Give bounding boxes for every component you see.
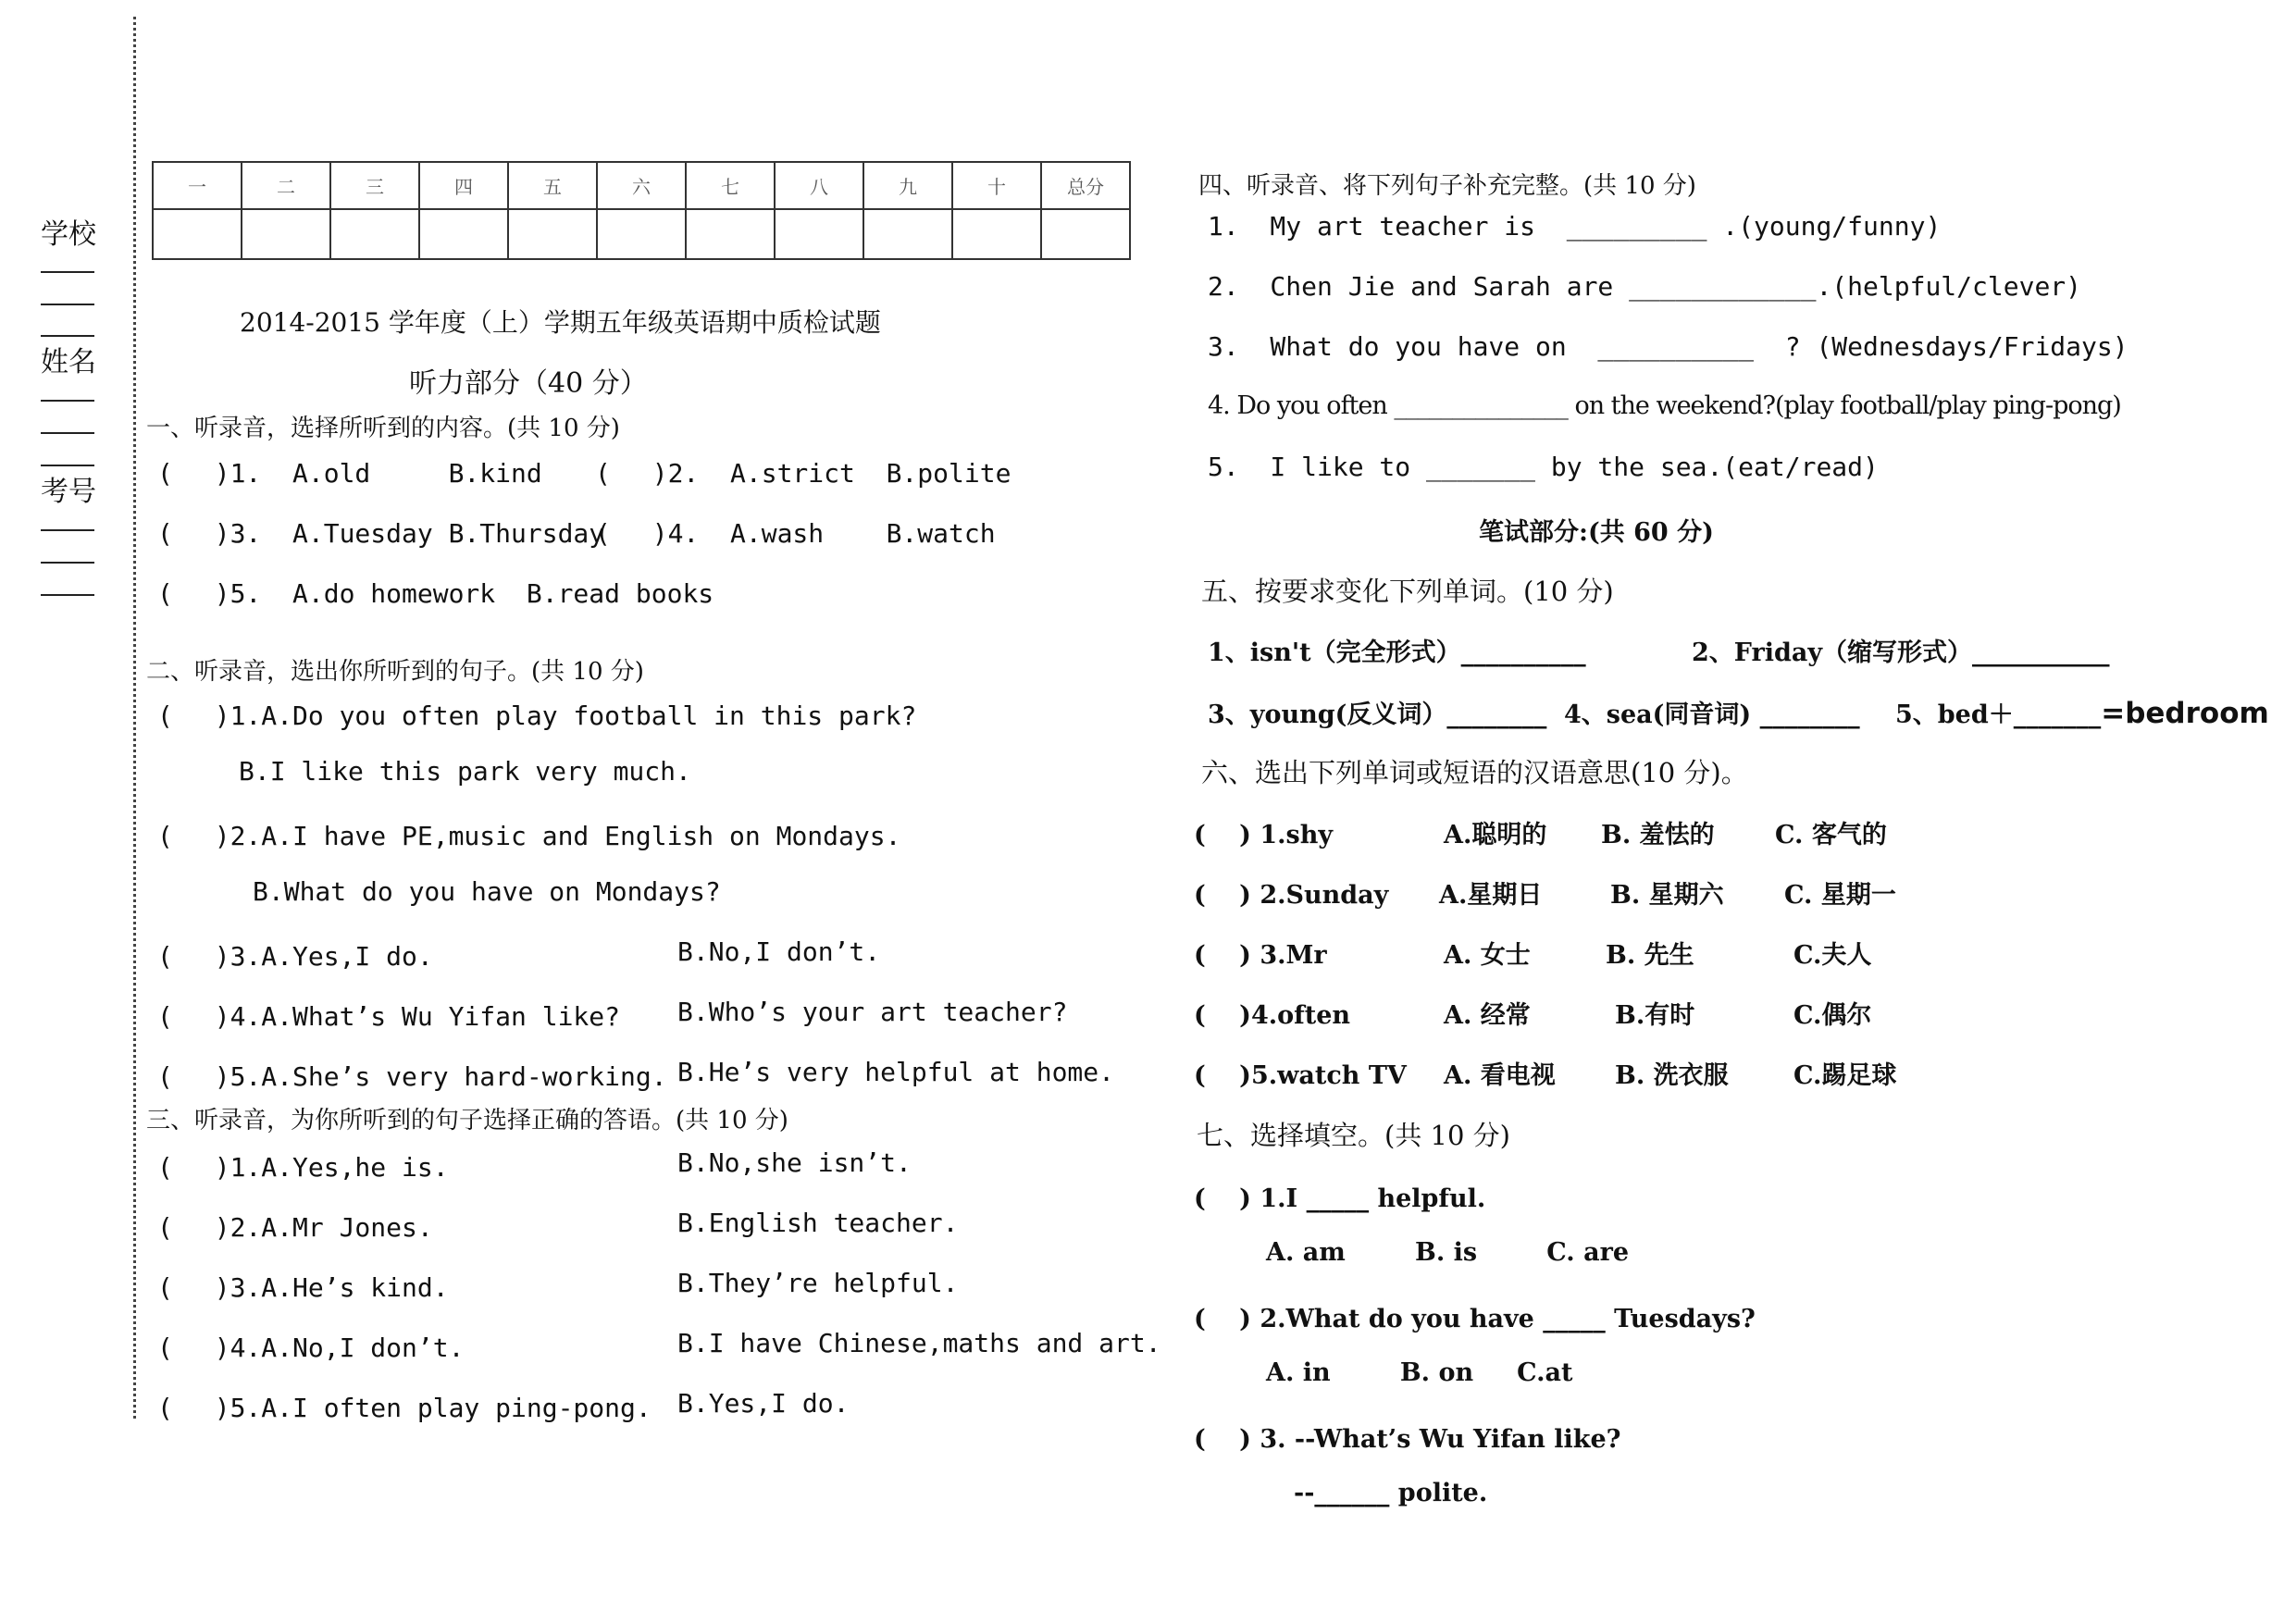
s7-question-2: ( ) 2.What do you have _____ Tuesdays?	[1194, 1305, 1756, 1333]
s6-option-c: C. 星期一	[1784, 881, 1896, 910]
score-entry-cell[interactable]	[597, 209, 686, 259]
s3-question-5a: ( )5.A.I often play ping-pong.	[157, 1393, 652, 1423]
s1-question-4: ( )4. A.wash B.watch	[595, 518, 996, 549]
s7-question-1-options: A. am B. is C. are	[1266, 1238, 1630, 1267]
s7-question-3: ( ) 3. --What’s Wu Yifan like?	[1194, 1425, 1621, 1454]
s2-question-4a: ( )4.A.What’s Wu Yifan like?	[157, 1001, 621, 1032]
section-3-heading: 三、听录音，为你所听到的句子选择正确的答语。(共 10 分)	[146, 1107, 788, 1134]
s3-question-3b: B.They’re helpful.	[677, 1268, 959, 1298]
s5-item-5-answer: =bedroom	[2101, 697, 2269, 730]
s2-question-5a: ( )5.A.She’s very hard-working.	[157, 1061, 667, 1092]
s7-question-2-options: A. in B. on C.at	[1266, 1358, 1573, 1387]
school-blank[interactable]	[41, 271, 94, 273]
s1-question-3: ( )3. A.Tuesday B.Thursday	[157, 518, 605, 549]
s6-question-4: ( )4.often	[1194, 1001, 1351, 1030]
s6-option-b: B. 星期六	[1610, 881, 1724, 910]
s1-question-2: ( )2. A.strict B.polite	[595, 458, 1011, 489]
s3-question-3a: ( )3.A.He’s kind.	[157, 1272, 449, 1303]
score-entry-cell[interactable]	[242, 209, 330, 259]
score-table	[152, 161, 1131, 260]
section-6-heading: 六、选出下列单词或短语的汉语意思(10 分)。	[1201, 757, 1748, 788]
s6-option-c: C.夫人	[1793, 941, 1872, 970]
score-header-cell: 一	[153, 162, 242, 209]
s6-option-b: B. 先生	[1606, 941, 1694, 970]
s6-option-c: C.踢足球	[1793, 1061, 1897, 1090]
s1-question-1: ( )1. A.old B.kind	[157, 458, 542, 489]
s5-item-5	[1895, 694, 2269, 730]
s6-option-a: A.聪明的	[1444, 821, 1547, 849]
s6-option-a: A.星期日	[1439, 881, 1543, 910]
exam-title: 2014-2015 学年度（上）学期五年级英语期中质检试题	[240, 307, 881, 338]
score-header-cell: 六	[597, 162, 686, 209]
s3-question-2b: B.English teacher.	[677, 1208, 959, 1238]
s6-option-a: A. 经常	[1444, 1001, 1531, 1030]
score-header-cell: 九	[863, 162, 952, 209]
s2-question-3a: ( )3.A.Yes,I do.	[157, 941, 433, 972]
score-header-cell: 五	[508, 162, 597, 209]
score-entry-cell[interactable]	[775, 209, 863, 259]
exam-no-blank[interactable]	[41, 465, 94, 466]
s2-question-5b: B.He’s very helpful at home.	[677, 1057, 1115, 1087]
s6-option-b: B. 羞怯的	[1601, 821, 1715, 849]
school-blank[interactable]	[41, 335, 94, 337]
exam-no-blank[interactable]	[41, 562, 94, 564]
listening-title: 听力部分（40 分）	[409, 367, 648, 400]
score-entry-cell[interactable]	[508, 209, 597, 259]
s2-question-2b: B.What do you have on Mondays?	[253, 876, 721, 907]
name-blank[interactable]	[41, 400, 94, 402]
s2-question-2a: ( )2.A.I have PE,music and English on Mondays.	[157, 821, 901, 851]
s6-option-a: A. 看电视	[1444, 1061, 1556, 1090]
s6-question-1: ( ) 1.shy	[1194, 821, 1334, 849]
exam-no-label: 考号	[41, 476, 96, 508]
s3-question-1b: B.No,she isn’t.	[677, 1147, 912, 1178]
s4-item-5: 5. I like to _______ by the sea.(eat/read)	[1208, 452, 1879, 482]
exam-no-blank[interactable]	[41, 529, 94, 531]
score-entry-cell[interactable]	[863, 209, 952, 259]
score-entry-cell[interactable]	[419, 209, 508, 259]
s7-question-1: ( ) 1.I _____ helpful.	[1194, 1184, 1486, 1213]
s5-item-1: 1、isn't（完全形式）__________	[1208, 638, 1586, 667]
name-label: 姓名	[41, 346, 96, 378]
score-header-cell: 八	[775, 162, 863, 209]
s1-question-5: ( )5. A.do homework B.read books	[157, 578, 714, 609]
s3-question-4a: ( )4.A.No,I don’t.	[157, 1333, 465, 1363]
score-header-cell: 四	[419, 162, 508, 209]
name-blank[interactable]	[41, 432, 94, 434]
s4-item-2: 2. Chen Jie and Sarah are ____________.(helpful/clever)	[1208, 271, 2082, 302]
score-header-cell: 七	[686, 162, 775, 209]
score-entry-cell[interactable]	[153, 209, 242, 259]
s3-question-4b: B.I have Chinese,maths and art.	[677, 1328, 1161, 1358]
score-header-cell: 十	[952, 162, 1041, 209]
s6-option-b: B.有时	[1615, 1001, 1695, 1030]
s5-item-4: 4、sea(同音词) ________	[1564, 700, 1860, 729]
score-header-cell: 总分	[1041, 162, 1130, 209]
score-entry-cell[interactable]	[952, 209, 1041, 259]
section-2-heading: 二、听录音，选出你所听到的句子。(共 10 分)	[146, 658, 644, 686]
section-1-heading: 一、听录音，选择所听到的内容。(共 10 分)	[146, 415, 620, 442]
section-4-heading: 四、听录音、将下列句子补充完整。(共 10 分)	[1198, 172, 1696, 200]
section-5-heading: 五、按要求变化下列单词。(10 分)	[1201, 576, 1614, 607]
s3-question-2a: ( )2.A.Mr Jones.	[157, 1212, 433, 1243]
s4-item-4: 4. Do you often _______________ on the weekend?(play football/play ping-pong)	[1208, 391, 2121, 420]
s6-option-b: B. 洗衣服	[1615, 1061, 1729, 1090]
score-entry-cell[interactable]	[686, 209, 775, 259]
score-header-cell: 二	[242, 162, 330, 209]
score-entry-cell[interactable]	[1041, 209, 1130, 259]
score-entry-cell[interactable]	[330, 209, 419, 259]
school-label: 学校	[41, 218, 96, 251]
s6-question-2: ( ) 2.Sunday	[1194, 881, 1389, 910]
s7-question-3-answer: --______ polite.	[1294, 1479, 1488, 1507]
written-title: 笔试部分:(共 60 分)	[1479, 518, 1714, 547]
s6-option-c: C.偶尔	[1793, 1001, 1872, 1030]
s5-item-2: 2、Friday（缩写形式）___________	[1692, 638, 2110, 667]
s2-question-1b: B.I like this park very much.	[239, 756, 691, 787]
section-7-heading: 七、选择填空。(共 10 分)	[1197, 1120, 1510, 1151]
s6-question-5: ( )5.watch TV	[1194, 1061, 1407, 1090]
s6-option-a: A. 女士	[1444, 941, 1531, 970]
score-table-header-row	[153, 162, 1130, 209]
s5-item-5-stem: 5、bed＋_______	[1895, 700, 2102, 729]
s2-question-1a: ( )1.A.Do you often play football in this park?	[157, 700, 917, 731]
s2-question-4b: B.Who’s your art teacher?	[677, 997, 1068, 1027]
score-table-entry-row	[153, 209, 1130, 259]
s2-question-3b: B.No,I don’t.	[677, 936, 881, 967]
binding-line	[133, 17, 136, 1419]
school-blank[interactable]	[41, 304, 94, 305]
s5-item-3: 3、young(反义词）________	[1208, 700, 1547, 729]
s4-item-1: 1. My art teacher is _________ .(young/funny)	[1208, 211, 1942, 242]
s6-question-3: ( ) 3.Mr	[1194, 941, 1327, 970]
s3-question-1a: ( )1.A.Yes,he is.	[157, 1152, 449, 1183]
s3-question-5b: B.Yes,I do.	[677, 1388, 850, 1419]
score-header-cell: 三	[330, 162, 419, 209]
exam-no-blank[interactable]	[41, 594, 94, 596]
s4-item-3: 3. What do you have on __________ ? (Wednesdays/Fridays)	[1208, 331, 2128, 362]
s6-option-c: C. 客气的	[1775, 821, 1887, 849]
